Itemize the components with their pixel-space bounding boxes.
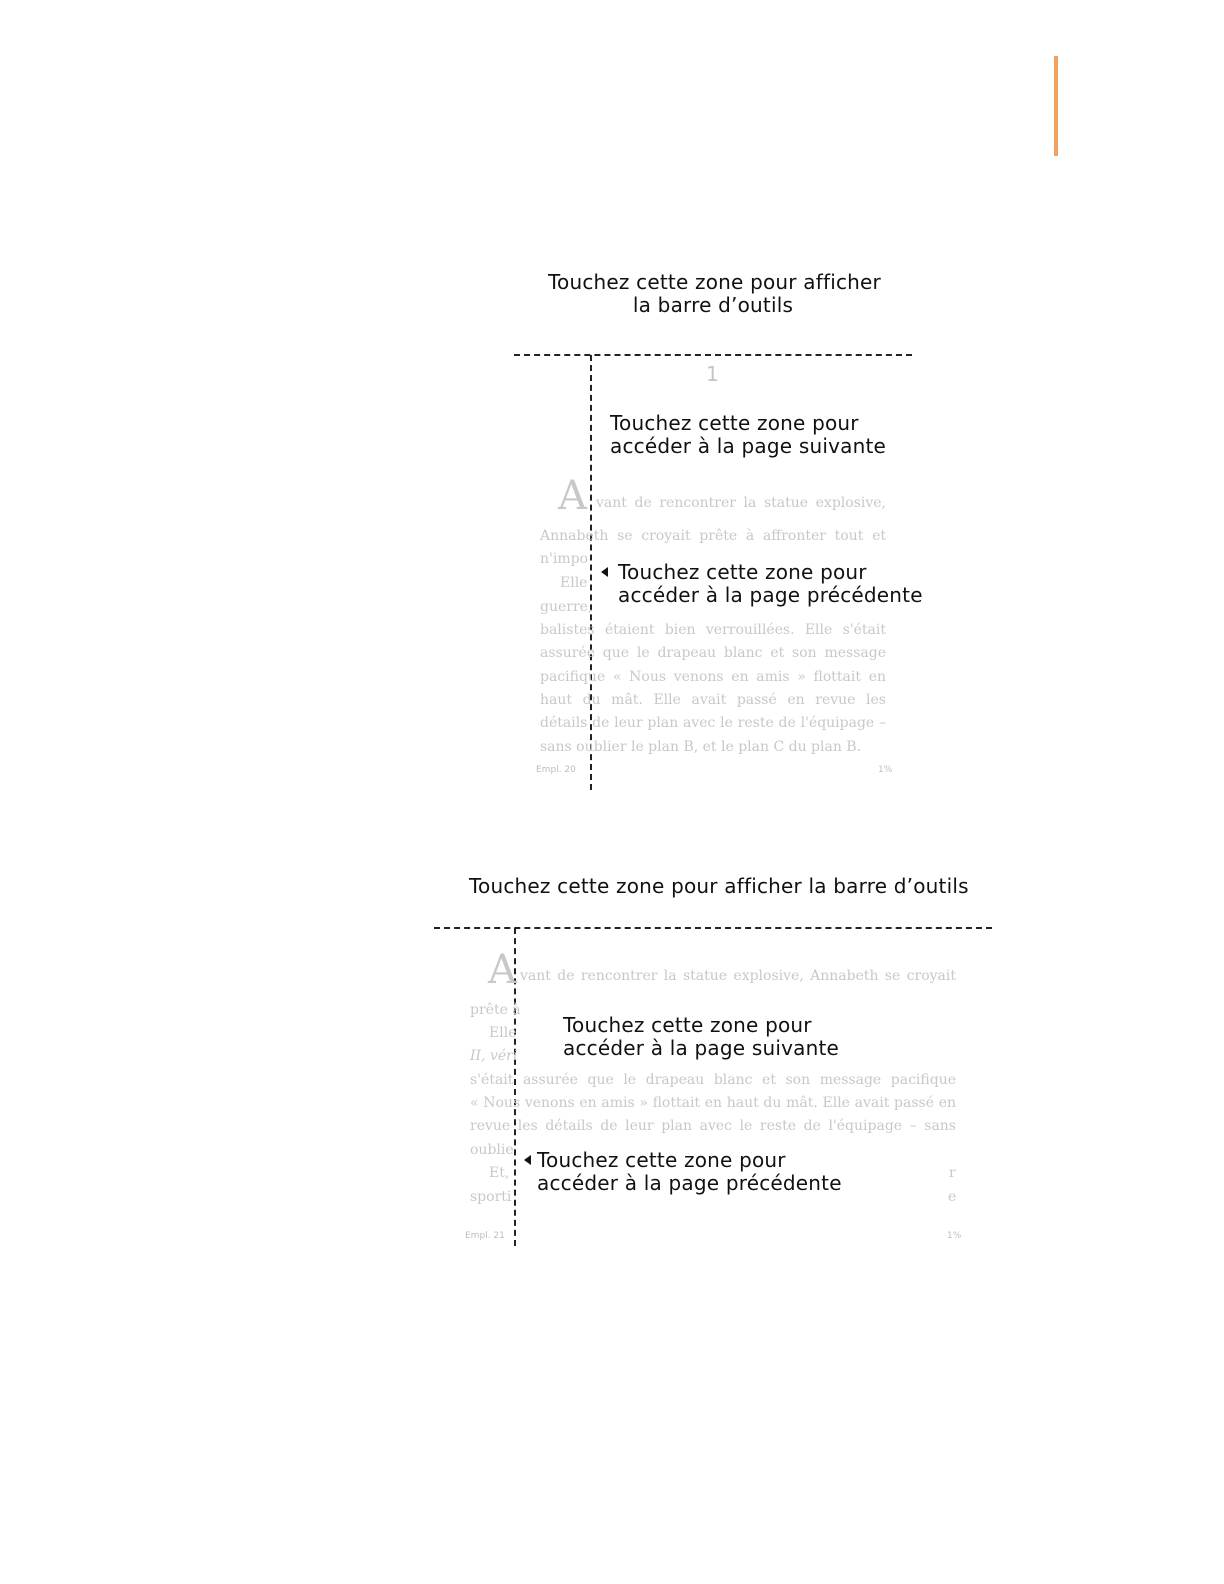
toolbar-zone-boundary: [514, 354, 912, 356]
text-line: s'était assurée que le drapeau blanc et son message pacifique: [470, 1072, 956, 1088]
toolbar-zone-label: Touchez cette zone pour afficher la barre d’outils: [469, 874, 969, 898]
drop-cap: A: [488, 947, 517, 993]
progress-percent: 1%: [878, 765, 893, 775]
location-label: Empl. 21: [465, 1231, 505, 1241]
pointer-arrow-icon: [601, 567, 608, 577]
text-line: Annabeth se croyait prête à affronter tout et: [540, 528, 886, 544]
next-page-zone-label: Touchez cette zone pour accéder à la page suivante: [610, 411, 886, 458]
next-page-zone-label: Touchez cette zone pour accéder à la page suivante: [563, 1013, 839, 1060]
text-line: Et,: [489, 1165, 510, 1181]
prev-page-zone-label: Touchez cette zone pour accéder à la page précédente: [618, 560, 923, 607]
pointer-arrow-icon: [524, 1155, 531, 1165]
text-line: revue les détails de leur plan avec le reste de l'équipage – sans: [470, 1118, 956, 1134]
text-line: haut du mât. Elle avait passé en revue les: [540, 692, 886, 708]
text-line: Elle: [489, 1025, 517, 1041]
text-line: e: [948, 1189, 957, 1205]
text-line: « Nous venons en amis » flottait en haut du mât. Elle avait passé en: [470, 1095, 956, 1111]
text-line: Elle: [560, 575, 588, 591]
toolbar-zone-label: Touchez cette zone pour afficher la barre d’outils: [548, 270, 881, 317]
text-line: assurée que le drapeau blanc et son message: [540, 645, 886, 661]
accent-bar: [1054, 56, 1058, 156]
text-line: pacifique « Nous venons en amis » flottait en: [540, 669, 886, 685]
toolbar-zone-boundary: [434, 927, 992, 929]
text-line: vant de rencontrer la statue explosive,: [596, 495, 886, 511]
page-number: 1: [706, 362, 719, 386]
text-line: sans oublier le plan B, et le plan C du plan B.: [540, 739, 862, 755]
text-line: guerre,: [540, 599, 593, 615]
text-line: balistes étaient bien verrouillées. Elle s'était: [540, 622, 886, 638]
prev-page-zone-label: Touchez cette zone pour accéder à la page précédente: [537, 1148, 842, 1195]
text-line: n'impo: [540, 551, 589, 567]
text-line: oublie: [470, 1142, 514, 1158]
text-line: II, véri: [470, 1048, 518, 1064]
text-line: prête à: [470, 1002, 521, 1018]
text-line: r: [949, 1165, 956, 1181]
location-label: Empl. 20: [536, 765, 576, 775]
text-line: vant de rencontrer la statue explosive, Annabeth se croyait: [520, 968, 956, 984]
text-line: détails de leur plan avec le reste de l'équipage –: [540, 715, 886, 731]
drop-cap: A: [558, 473, 587, 519]
text-line: sporti: [470, 1189, 512, 1205]
progress-percent: 1%: [947, 1231, 962, 1241]
